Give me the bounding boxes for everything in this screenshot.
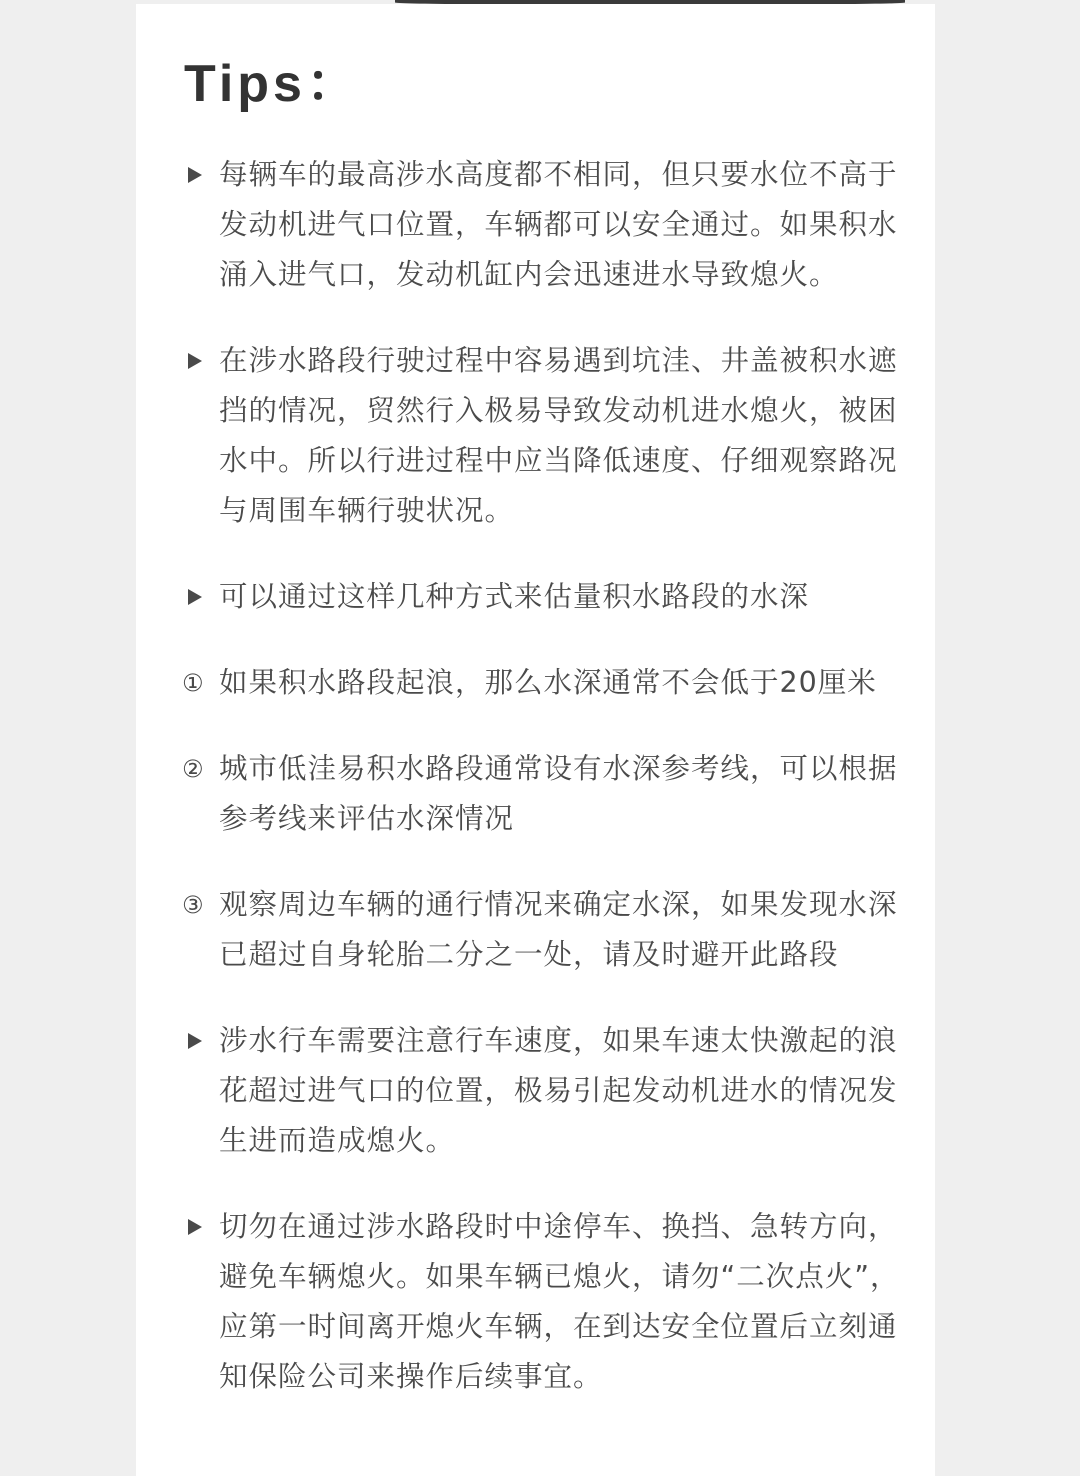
tip-number: ① bbox=[182, 669, 205, 697]
tip-item-numbered bbox=[182, 658, 902, 708]
tip-number: ② bbox=[182, 755, 205, 783]
tip-text: 如果积水路段起浪，那么水深通常不会低于20厘米 bbox=[219, 666, 877, 699]
tip-item bbox=[182, 150, 902, 300]
tip-item bbox=[182, 572, 902, 622]
tip-number: ③ bbox=[182, 891, 205, 919]
tip-text: 观察周边车辆的通行情况来确定水深，如果发现水深已超过自身轮胎二分之一处，请及时避开此路段 bbox=[219, 888, 898, 971]
tip-text: 涉水行车需要注意行车速度，如果车速太快激起的浪花超过进气口的位置，极易引起发动机进水的情况发生进而造成熄火。 bbox=[219, 1024, 898, 1157]
tip-text: 每辆车的最高涉水高度都不相同，但只要水位不高于发动机进气口位置，车辆都可以安全通过。如果积水涌入进气口，发动机缸内会迅速进水导致熄火。 bbox=[219, 158, 898, 291]
tip-item bbox=[182, 1016, 902, 1166]
tip-item-numbered bbox=[182, 880, 902, 980]
tips-card bbox=[136, 4, 935, 1476]
tip-text: 城市低洼易积水路段通常设有水深参考线，可以根据参考线来评估水深情况 bbox=[219, 752, 898, 835]
tips-list bbox=[182, 150, 902, 1402]
tip-item-numbered bbox=[182, 744, 902, 844]
tip-text: 在涉水路段行驶过程中容易遇到坑洼、井盖被积水遮挡的情况，贸然行入极易导致发动机进水熄火，被困水中。所以行进过程中应当降低速度、仔细观察路况与周围车辆行驶状况。 bbox=[219, 344, 898, 527]
tip-text: 可以通过这样几种方式来估量积水路段的水深 bbox=[219, 580, 810, 613]
tip-item bbox=[182, 1202, 902, 1402]
tip-text: 切勿在通过涉水路段时中途停车、换挡、急转方向，避免车辆熄火。如果车辆已熄火，请勿“二次点火”，应第一时间离开熄火车辆，在到达安全位置后立刻通知保险公司来操作后续事宜。 bbox=[219, 1210, 900, 1393]
tip-item bbox=[182, 336, 902, 536]
page-title: Tips： bbox=[184, 55, 362, 113]
